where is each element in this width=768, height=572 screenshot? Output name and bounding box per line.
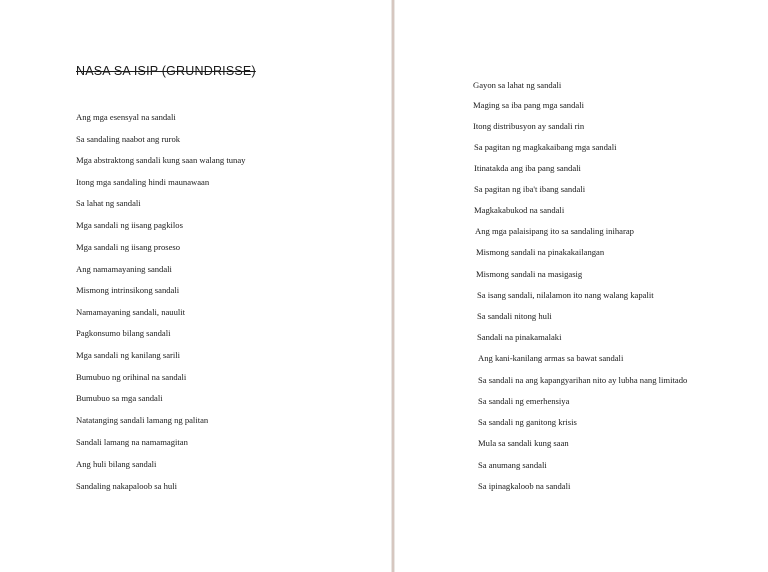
- poem-line: Magkakabukod na sandali: [474, 205, 565, 215]
- poem-line: Sa sandali na ang kapangyarihan nito ay lubha nang limitado: [478, 375, 688, 385]
- poem-line: Ang namamayaning sandali: [76, 264, 172, 274]
- poem-line: Sa sandali ng ganitong krisis: [478, 417, 577, 427]
- poem-line: Mismong intrinsikong sandali: [76, 285, 180, 295]
- poem-line: Mismong sandali na pinakakailangan: [476, 247, 605, 257]
- poem-line: Mga abstraktong sandali kung saan walang tunay: [76, 155, 246, 165]
- poem-title: NASA SA ISIP (GRUNDRISSE): [76, 64, 256, 78]
- poem-line: Itinatakda ang iba pang sandali: [474, 163, 581, 173]
- poem-line: Sa pagitan ng iba't ibang sandali: [474, 184, 586, 194]
- poem-line: Ang kani-kanilang armas sa bawat sandali: [478, 353, 624, 363]
- poem-line: Sa ipinagkaloob na sandali: [478, 481, 571, 491]
- poem-line: Ang huli bilang sandali: [76, 459, 157, 469]
- right-page: [395, 0, 768, 572]
- poem-line: Gayon sa lahat ng sandali: [473, 80, 562, 90]
- poem-line: Sandali na pinakamalaki: [477, 332, 562, 342]
- poem-line: Sa pagitan ng magkakaibang mga sandali: [474, 142, 617, 152]
- poem-line: Mula sa sandali kung saan: [478, 438, 569, 448]
- poem-line: Natatanging sandali lamang ng palitan: [76, 415, 209, 425]
- poem-line: Sa anumang sandali: [478, 460, 547, 470]
- poem-line: Mismong sandali na masigasig: [476, 269, 583, 279]
- poem-line: Ang mga palaisipang ito sa sandaling iniharap: [475, 226, 634, 236]
- poem-line: Sa isang sandali, nilalamon ito nang walang kapalit: [477, 290, 654, 300]
- poem-line: Sandaling nakapaloob sa huli: [76, 481, 177, 491]
- poem-line: Sa sandaling naabot ang rurok: [76, 134, 181, 144]
- poem-line: Sandali lamang na namamagitan: [76, 437, 188, 447]
- poem-line: Ang mga esensyal na sandali: [76, 112, 176, 122]
- poem-line: Sa lahat ng sandali: [76, 198, 141, 208]
- poem-line: Mga sandali ng iisang proseso: [76, 242, 181, 252]
- poem-line: Mga sandali ng iisang pagkilos: [76, 220, 183, 230]
- poem-line: Namamayaning sandali, nauulit: [76, 307, 186, 317]
- poem-line: Bumubuo ng orihinal na sandali: [76, 372, 187, 382]
- poem-line: Sa sandali ng emerhensiya: [478, 396, 570, 406]
- poem-line: Itong mga sandaling hindi maunawaan: [76, 177, 210, 187]
- poem-line: Mga sandali ng kanilang sarili: [76, 350, 181, 360]
- poem-line: Itong distribusyon ay sandali rin: [473, 121, 585, 131]
- poem-line: Bumubuo sa mga sandali: [76, 393, 163, 403]
- poem-line: Pagkonsumo bilang sandali: [76, 328, 171, 338]
- poem-line: Maging sa iba pang mga sandali: [473, 100, 584, 110]
- poem-line: Sa sandali nitong huli: [477, 311, 552, 321]
